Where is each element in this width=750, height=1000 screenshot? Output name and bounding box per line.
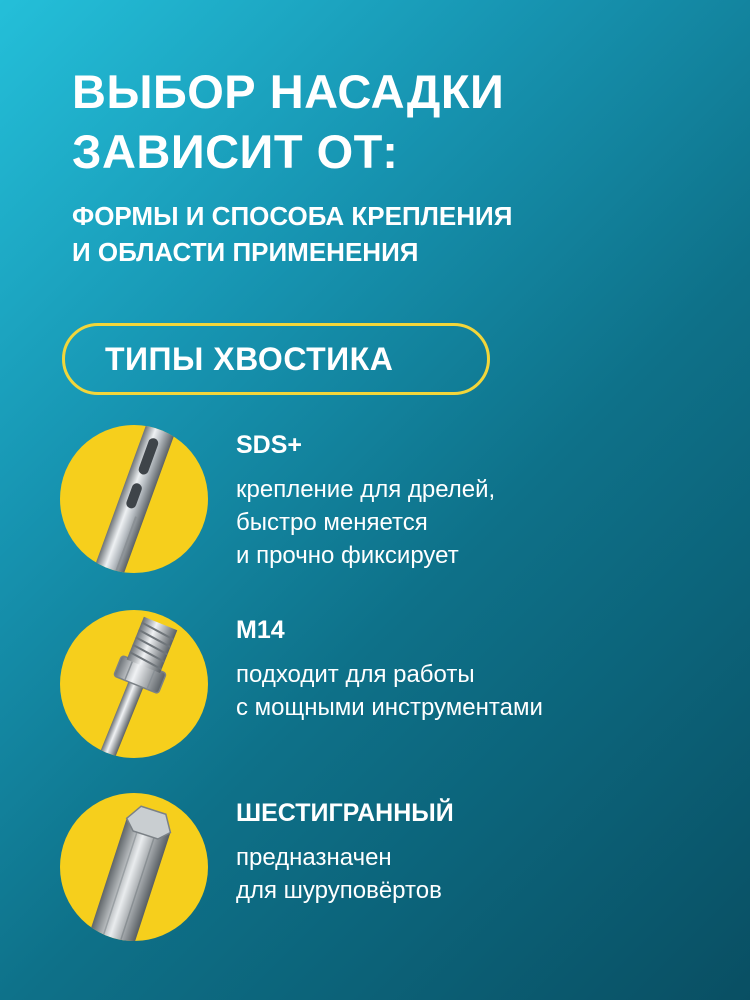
shank-title-m14: М14 <box>236 616 285 644</box>
desc-line: с мощными инструментами <box>236 694 543 721</box>
sds-plus-shank-icon <box>60 425 208 573</box>
desc-line: быстро меняется <box>236 509 428 536</box>
headline-line-2: ЗАВИСИТ ОТ: <box>72 125 399 178</box>
desc-line: предназначен <box>236 844 392 871</box>
desc-line: для шуруповёртов <box>236 877 442 904</box>
section-pill <box>62 323 490 395</box>
shank-item-sds <box>60 425 720 575</box>
shank-desc-hex <box>236 841 442 907</box>
shank-item-m14 <box>60 610 720 760</box>
headline-line-1: ВЫБОР НАСАДКИ <box>72 65 505 118</box>
shank-desc-sds <box>236 473 495 572</box>
shank-title-hex: ШЕСТИГРАННЫЙ <box>236 799 454 827</box>
m14-thread-shank-icon <box>60 610 208 758</box>
desc-line: подходит для работы <box>236 661 475 688</box>
shank-desc-m14 <box>236 658 543 724</box>
shank-title-sds: SDS+ <box>236 431 303 459</box>
shank-item-hex <box>60 793 720 943</box>
section-label: ТИПЫ ХВОСТИКА <box>105 340 394 377</box>
subheadline <box>72 198 512 270</box>
desc-line: крепление для дрелей, <box>236 476 496 503</box>
headline <box>72 62 504 182</box>
desc-line: и прочно фиксирует <box>236 542 459 569</box>
subheadline-line-2: И ОБЛАСТИ ПРИМЕНЕНИЯ <box>72 237 419 267</box>
hex-shank-icon <box>60 793 208 941</box>
subheadline-line-1: ФОРМЫ И СПОСОБА КРЕПЛЕНИЯ <box>72 201 513 231</box>
